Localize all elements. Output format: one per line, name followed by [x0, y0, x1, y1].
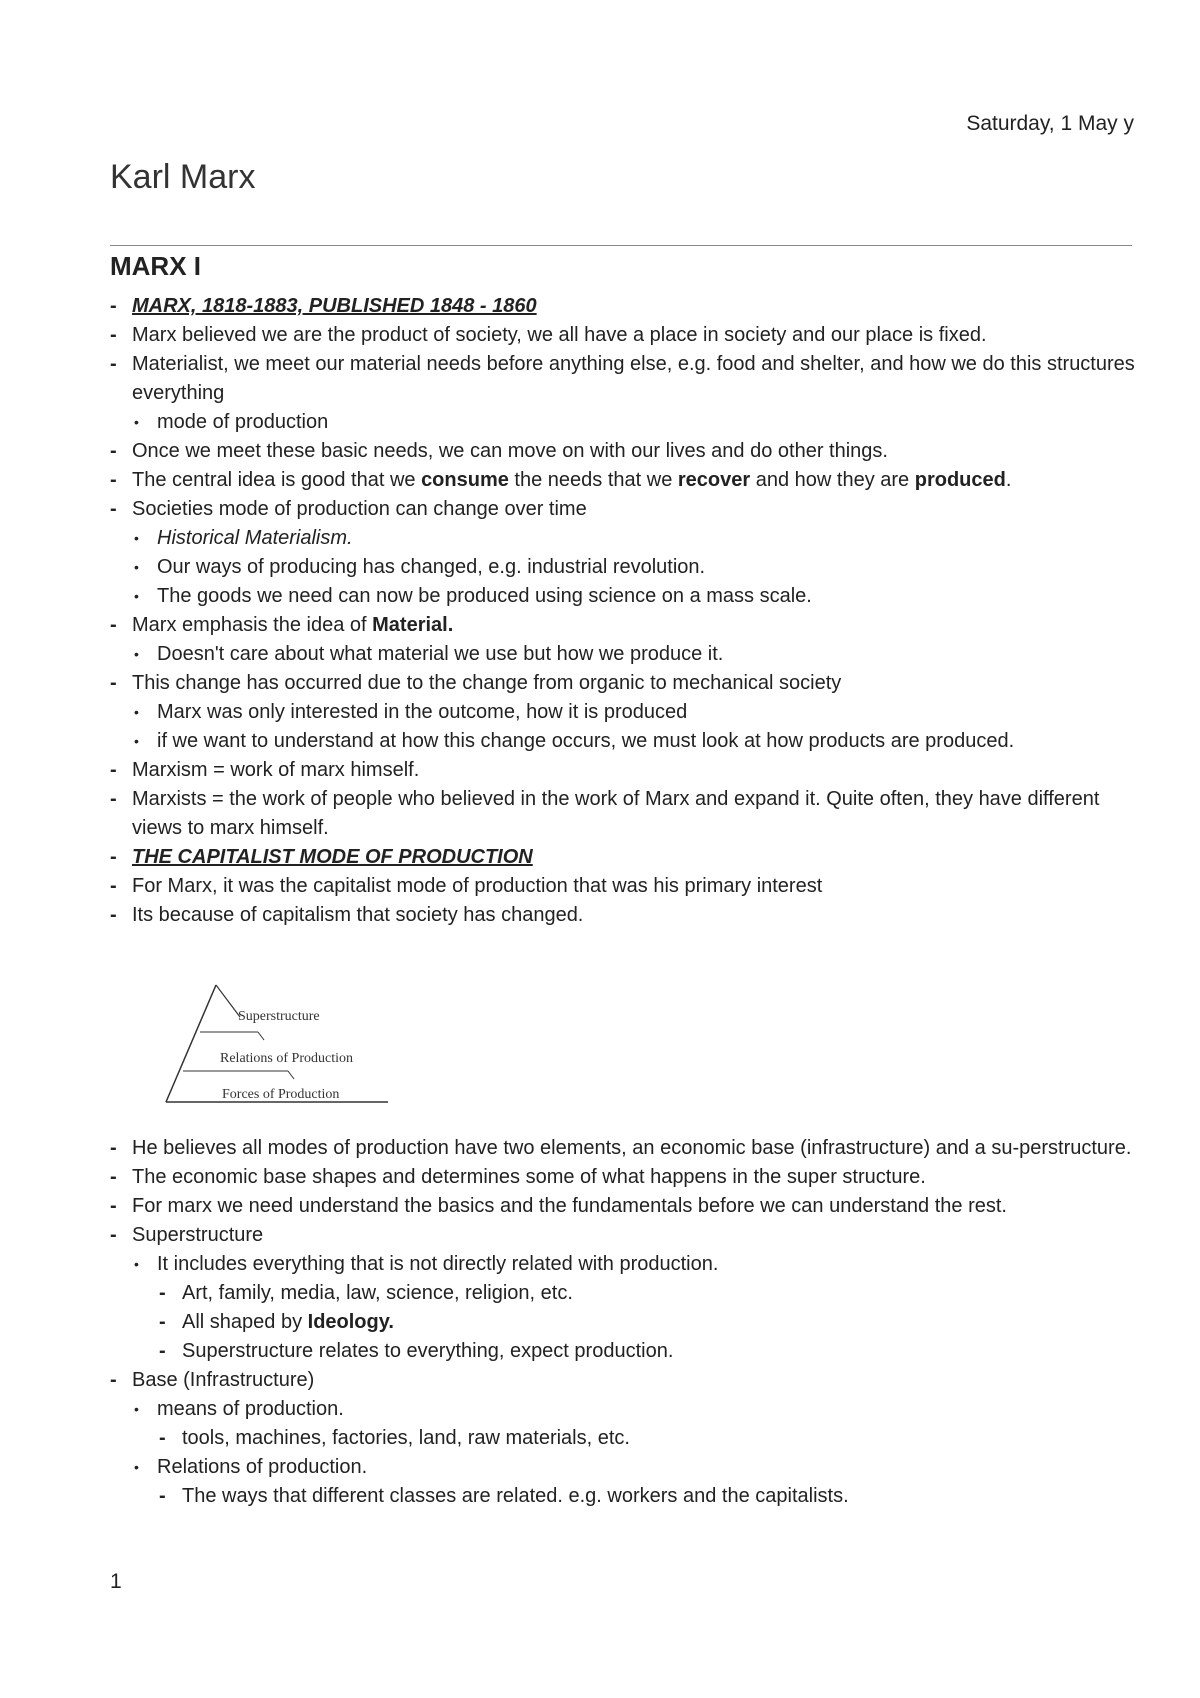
- bullet-marker: •: [134, 559, 139, 575]
- dash-marker: -: [110, 295, 117, 317]
- page-number: 1: [110, 1570, 122, 1593]
- text-run: tools, machines, factories, land, raw materials, etc.: [182, 1427, 630, 1449]
- list-item-text: [157, 556, 705, 578]
- text-run: For marx we need understand the basics and the fundamentals before we can understand the rest.: [132, 1195, 1007, 1217]
- text-run: Ideology.: [307, 1311, 394, 1333]
- list-item-text: [157, 411, 328, 433]
- text-run: .: [1005, 469, 1012, 491]
- section-heading: MARX I: [110, 251, 201, 281]
- text-run: Superstructure relates to everything, expect production.: [182, 1340, 674, 1362]
- dash-marker: -: [110, 672, 117, 694]
- diagram-outline-apex: [216, 985, 240, 1017]
- text-run: Its because of capitalism that society has changed.: [132, 904, 584, 926]
- text-run: Historical Materialism.: [157, 527, 353, 549]
- list-item: [110, 901, 1140, 930]
- list-item-text: [132, 759, 419, 781]
- list-item-text: [132, 1166, 926, 1188]
- list-item-text: [132, 1137, 1131, 1159]
- list-item: [110, 466, 1140, 495]
- text-run: The central idea is good that we: [132, 469, 422, 491]
- dash-marker: -: [159, 1427, 166, 1449]
- list-item: [110, 1366, 1140, 1395]
- list-item-text: [132, 1195, 1007, 1217]
- text-run: Base (Infrastructure): [132, 1369, 315, 1391]
- notes-list-second: [110, 1134, 1140, 1511]
- list-item: [110, 727, 1140, 756]
- list-item: [110, 1250, 1140, 1279]
- list-item-text: [157, 1456, 367, 1478]
- list-item-text: [132, 788, 1099, 839]
- notes-list-first: [110, 292, 1140, 930]
- dash-marker: -: [110, 1224, 117, 1246]
- list-item-text: [157, 1253, 718, 1275]
- bullet-marker: •: [134, 704, 139, 720]
- list-item-text: [132, 324, 987, 346]
- dash-marker: -: [110, 1137, 117, 1159]
- diagram-label-relations: Relations of Production: [220, 1051, 353, 1066]
- list-item: [110, 1192, 1140, 1221]
- text-run: means of production.: [157, 1398, 344, 1420]
- dash-marker: -: [110, 1369, 117, 1391]
- list-item: [110, 408, 1140, 437]
- text-run: Materialist, we meet our material needs before anything else, e.g. food and shelter, and how we do this structures everything: [132, 353, 1135, 404]
- list-item-text: [132, 1224, 263, 1246]
- list-item: [110, 843, 1140, 872]
- list-item: [110, 756, 1140, 785]
- list-item: [110, 1308, 1140, 1337]
- text-run: Once we meet these basic needs, we can move on with our lives and do other things.: [132, 440, 888, 462]
- text-run: if we want to understand at how this change occurs, we must look at how products are produced.: [157, 730, 1015, 752]
- list-item: [110, 350, 1140, 408]
- list-item: [110, 640, 1140, 669]
- text-run: mode of production: [157, 411, 329, 433]
- list-item-text: [132, 469, 1011, 491]
- list-item: [110, 698, 1140, 727]
- diagram-divider-lower-tick: [288, 1071, 294, 1079]
- dash-marker: -: [110, 469, 117, 491]
- list-item-text: [132, 904, 583, 926]
- text-run: THE CAPITALIST MODE OF PRODUCTION: [132, 846, 533, 868]
- text-run: Marx emphasis the idea of: [132, 614, 373, 636]
- text-run: Doesn't care about what material we use but how we produce it.: [157, 643, 724, 665]
- list-item-text: [182, 1427, 630, 1449]
- text-run: produced: [914, 469, 1006, 491]
- list-item: [110, 437, 1140, 466]
- bullet-marker: •: [134, 588, 139, 604]
- list-item: [110, 669, 1140, 698]
- list-item-text: [182, 1485, 849, 1507]
- text-run: Relations of production.: [157, 1456, 368, 1478]
- list-item: [110, 611, 1140, 640]
- dash-marker: -: [159, 1311, 166, 1333]
- dash-marker: -: [110, 324, 117, 346]
- base-superstructure-diagram: [160, 975, 390, 1105]
- text-run: consume: [421, 469, 509, 491]
- dash-marker: -: [110, 614, 117, 636]
- list-item: [110, 582, 1140, 611]
- list-item: [110, 1134, 1140, 1163]
- list-item: [110, 785, 1140, 843]
- text-run: Our ways of producing has changed, e.g. industrial revolution.: [157, 556, 706, 578]
- text-run: He believes all modes of production have two elements, an economic base (infrastructure) and a su-perstructure.: [132, 1137, 1132, 1159]
- dash-marker: -: [110, 440, 117, 462]
- list-item: [110, 1424, 1140, 1453]
- text-run: It includes everything that is not directly related with production.: [157, 1253, 719, 1275]
- list-item-text: [157, 1398, 344, 1420]
- text-run: Marxists = the work of people who believed in the work of Marx and expand it. Quite often, they have different views to marx himself.: [132, 788, 1100, 839]
- bullet-marker: •: [134, 530, 139, 546]
- text-run: All shaped by: [182, 1311, 308, 1333]
- list-item: [110, 1453, 1140, 1482]
- dash-marker: -: [110, 788, 117, 810]
- dash-marker: -: [159, 1282, 166, 1304]
- text-run: Art, family, media, law, science, religion, etc.: [182, 1282, 573, 1304]
- list-item-text: [132, 440, 888, 462]
- dash-marker: -: [110, 875, 117, 897]
- list-item: [110, 1482, 1140, 1511]
- text-run: The ways that different classes are related. e.g. workers and the capitalists.: [182, 1485, 849, 1507]
- text-run: Societies mode of production can change over time: [132, 498, 587, 520]
- text-run: For Marx, it was the capitalist mode of production that was his primary interest: [132, 875, 823, 897]
- diagram-divider-upper-tick: [258, 1032, 264, 1040]
- list-item-text: [132, 1369, 314, 1391]
- text-run: Material.: [372, 614, 454, 636]
- list-item-text: [132, 498, 587, 520]
- list-item: [110, 553, 1140, 582]
- list-item: [110, 495, 1140, 524]
- text-run: Superstructure: [132, 1224, 264, 1246]
- page-date: Saturday, 1 May y: [966, 112, 1134, 135]
- dash-marker: -: [110, 1195, 117, 1217]
- text-run: and how they are: [750, 469, 915, 491]
- text-run: recover: [677, 469, 751, 491]
- list-item-text: [132, 875, 822, 897]
- list-item-text: [132, 614, 453, 636]
- page-title: Karl Marx: [110, 158, 256, 196]
- text-run: This change has occurred due to the change from organic to mechanical society: [132, 672, 842, 694]
- list-item-text: [157, 701, 687, 723]
- text-run: the needs that we: [508, 469, 678, 491]
- list-item-text: [157, 730, 1014, 752]
- list-item: [110, 1395, 1140, 1424]
- dash-marker: -: [159, 1340, 166, 1362]
- diagram-outline-left: [166, 985, 216, 1102]
- list-item-text: [157, 643, 723, 665]
- bullet-marker: •: [134, 1401, 139, 1417]
- text-run: The goods we need can now be produced using science on a mass scale.: [157, 585, 812, 607]
- list-item: [110, 292, 1140, 321]
- dash-marker: -: [110, 904, 117, 926]
- list-item-text: [182, 1311, 394, 1333]
- text-run: Marxism = work of marx himself.: [132, 759, 420, 781]
- dash-marker: -: [110, 353, 117, 375]
- title-divider: [110, 245, 1132, 246]
- bullet-marker: •: [134, 646, 139, 662]
- dash-marker: -: [110, 498, 117, 520]
- list-item: [110, 1337, 1140, 1366]
- list-item-text: [182, 1340, 673, 1362]
- dash-marker: -: [159, 1485, 166, 1507]
- list-item: [110, 1279, 1140, 1308]
- dash-marker: -: [110, 1166, 117, 1188]
- list-item-text: [182, 1282, 573, 1304]
- list-item-text: [132, 353, 1135, 404]
- bullet-marker: •: [134, 1256, 139, 1272]
- list-item-text: [157, 527, 353, 549]
- list-item: [110, 872, 1140, 901]
- bullet-marker: •: [134, 414, 139, 430]
- text-run: Marx was only interested in the outcome, how it is produced: [157, 701, 688, 723]
- dash-marker: -: [110, 759, 117, 781]
- list-item-text: [132, 846, 533, 868]
- list-item-text: [157, 585, 812, 607]
- diagram-label-forces: Forces of Production: [222, 1087, 340, 1102]
- list-item-text: [132, 672, 841, 694]
- text-run: The economic base shapes and determines some of what happens in the super structure.: [132, 1166, 926, 1188]
- bullet-marker: •: [134, 733, 139, 749]
- text-run: MARX, 1818-1883, PUBLISHED 1848 - 1860: [132, 295, 537, 317]
- bullet-marker: •: [134, 1459, 139, 1475]
- list-item: [110, 1163, 1140, 1192]
- list-item: [110, 524, 1140, 553]
- text-run: Marx believed we are the product of society, we all have a place in society and our place is fixed.: [132, 324, 987, 346]
- diagram-label-superstructure: Superstructure: [238, 1009, 320, 1024]
- list-item: [110, 1221, 1140, 1250]
- list-item: [110, 321, 1140, 350]
- list-item-text: [132, 295, 537, 317]
- dash-marker: -: [110, 846, 117, 868]
